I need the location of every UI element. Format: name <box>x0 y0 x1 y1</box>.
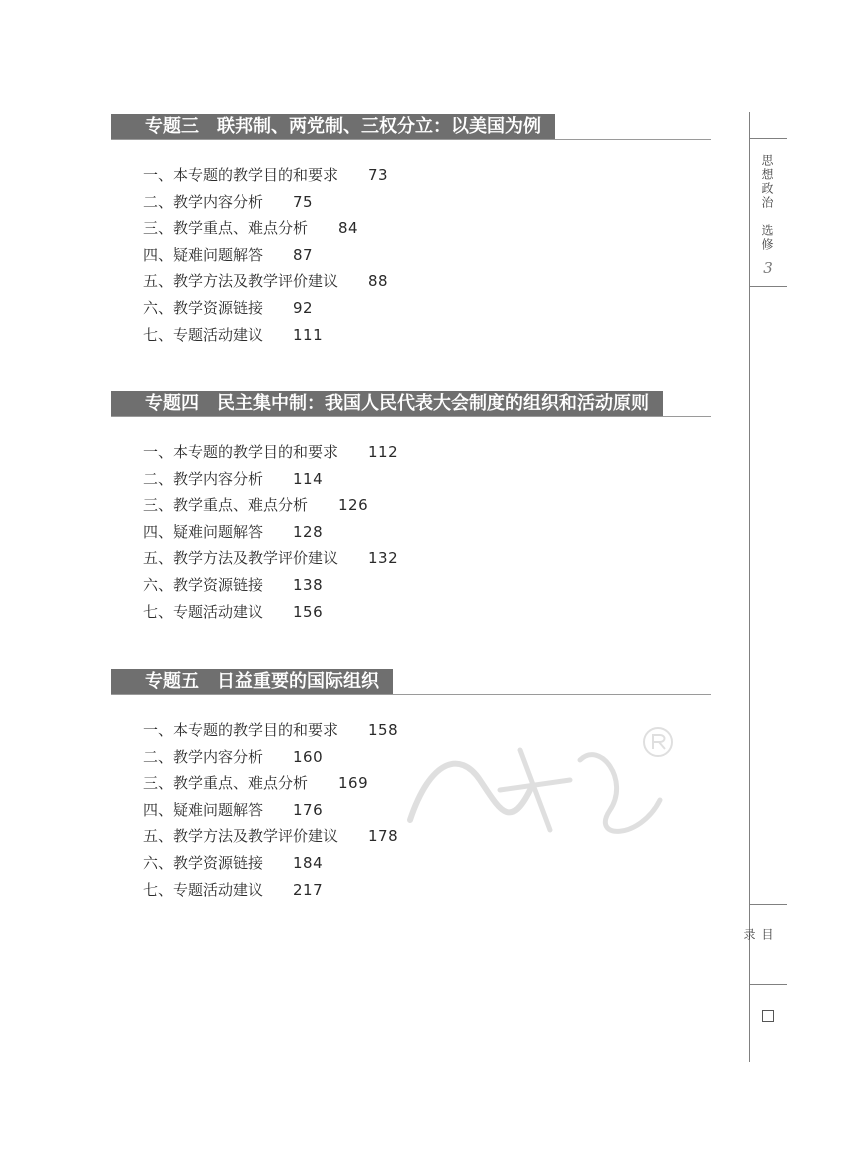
toc-item[interactable] <box>143 717 398 744</box>
toc-item-label: 三、教学重点、难点分析 <box>143 774 309 793</box>
toc-item-label: 二、教学内容分析 <box>143 469 264 488</box>
toc-item-label: 七、专题活动建议 <box>143 880 264 899</box>
sidebar-subject: 思想政治 <box>760 154 774 210</box>
toc-item-label: 二、教学内容分析 <box>143 192 264 211</box>
sidebar-volume: 3 <box>763 259 773 277</box>
toc-item-label: 六、教学资源链接 <box>143 298 264 317</box>
section-number: 专题三 <box>145 116 199 137</box>
toc-item[interactable] <box>143 268 388 295</box>
toc-item-page: 169 <box>338 774 369 793</box>
toc-item-page: 132 <box>368 549 399 568</box>
section-topic-4 <box>111 391 711 631</box>
toc-item[interactable] <box>143 322 388 349</box>
toc-item-page: 84 <box>338 219 359 238</box>
toc-item-page: 176 <box>293 800 324 819</box>
toc-item-page: 92 <box>293 298 314 317</box>
toc-item-page: 138 <box>293 575 324 594</box>
header-rule <box>111 416 711 417</box>
toc-item-page: 178 <box>368 827 399 846</box>
toc-item[interactable] <box>143 599 398 626</box>
toc-item-label: 六、教学资源链接 <box>143 853 264 872</box>
section-header <box>111 391 711 423</box>
toc-item[interactable] <box>143 242 388 269</box>
page-marker-box <box>762 1010 774 1022</box>
toc-item-page: 75 <box>293 192 314 211</box>
toc-item-page: 158 <box>368 721 399 739</box>
toc-item-page: 87 <box>293 245 314 264</box>
toc-item-label: 三、教学重点、难点分析 <box>143 219 309 238</box>
toc-item-label: 一、本专题的教学目的和要求 <box>143 166 339 184</box>
toc-item-page: 126 <box>338 496 369 515</box>
section-title-bar <box>111 114 555 140</box>
sidebar-section-label: 目录 <box>742 928 774 962</box>
toc-item-page: 184 <box>293 853 324 872</box>
toc-item-label: 五、教学方法及教学评价建议 <box>143 549 339 568</box>
toc-item-page: 114 <box>293 469 324 488</box>
section-header <box>111 114 711 146</box>
toc-item[interactable] <box>143 850 398 877</box>
sidebar-series: 选修 <box>760 224 774 252</box>
toc-item-label: 五、教学方法及教学评价建议 <box>143 827 339 846</box>
toc-item-label: 七、专题活动建议 <box>143 325 264 344</box>
section-header <box>111 669 711 701</box>
toc-item-label: 四、疑难问题解答 <box>143 800 264 819</box>
toc-item[interactable] <box>143 189 388 216</box>
toc-list <box>143 439 398 625</box>
toc-item[interactable] <box>143 877 398 904</box>
toc-item[interactable] <box>143 162 388 189</box>
toc-item[interactable] <box>143 797 398 824</box>
sidebar-divider <box>749 286 787 287</box>
toc-item-page: 73 <box>368 166 389 184</box>
toc-item-page: 160 <box>293 747 324 766</box>
sidebar-divider <box>749 138 787 139</box>
toc-item-label: 二、教学内容分析 <box>143 747 264 766</box>
toc-item-label: 一、本专题的教学目的和要求 <box>143 443 339 461</box>
sidebar-rule <box>749 112 750 1062</box>
toc-item-label: 七、专题活动建议 <box>143 602 264 621</box>
toc-item-page: 88 <box>368 272 389 291</box>
section-title-bar <box>111 669 393 695</box>
toc-item[interactable] <box>143 519 398 546</box>
section-topic-3 <box>111 114 711 354</box>
toc-item[interactable] <box>143 572 398 599</box>
sidebar-divider <box>749 984 787 985</box>
toc-item[interactable] <box>143 744 398 771</box>
toc-item-label: 五、教学方法及教学评价建议 <box>143 272 339 291</box>
sidebar-divider <box>749 904 787 905</box>
section-number: 专题四 <box>145 393 199 414</box>
toc-item[interactable] <box>143 215 388 242</box>
toc-item-label: 四、疑难问题解答 <box>143 522 264 541</box>
toc-item-page: 128 <box>293 522 324 541</box>
toc-list <box>143 162 388 348</box>
toc-item-page: 217 <box>293 880 324 899</box>
toc-item-label: 三、教学重点、难点分析 <box>143 496 309 515</box>
toc-item[interactable] <box>143 823 398 850</box>
toc-item-label: 四、疑难问题解答 <box>143 245 264 264</box>
toc-item[interactable] <box>143 545 398 572</box>
toc-item-label: 一、本专题的教学目的和要求 <box>143 721 339 739</box>
toc-item-label: 六、教学资源链接 <box>143 575 264 594</box>
toc-list <box>143 717 398 903</box>
toc-item-page: 156 <box>293 602 324 621</box>
header-rule <box>111 139 711 140</box>
section-number: 专题五 <box>145 671 199 692</box>
toc-item[interactable] <box>143 439 398 466</box>
section-title: 日益重要的国际组织 <box>217 671 379 692</box>
toc-item[interactable] <box>143 466 398 493</box>
toc-item[interactable] <box>143 492 398 519</box>
publisher-watermark-logo <box>400 720 680 850</box>
toc-item-page: 112 <box>368 443 399 461</box>
toc-item[interactable] <box>143 770 398 797</box>
section-title-bar <box>111 391 663 417</box>
header-rule <box>111 694 711 695</box>
section-title: 联邦制、两党制、三权分立：以美国为例 <box>217 116 541 137</box>
section-title: 民主集中制：我国人民代表大会制度的组织和活动原则 <box>217 393 649 414</box>
toc-item[interactable] <box>143 295 388 322</box>
toc-item-page: 111 <box>293 325 324 344</box>
